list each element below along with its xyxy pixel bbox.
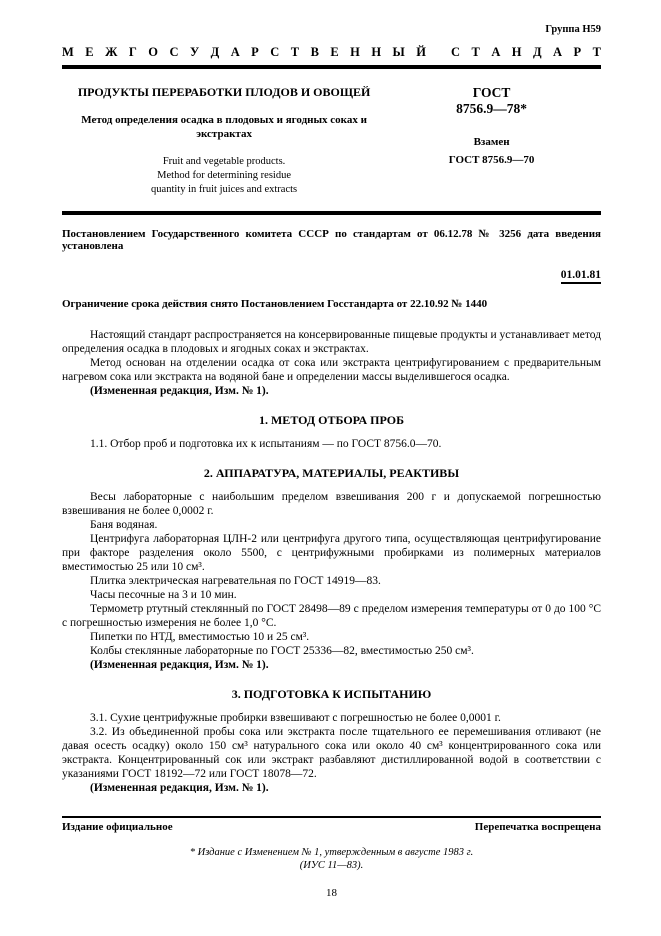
footer-row	[62, 818, 601, 833]
section-paragraph: 1.1. Отбор проб и подготовка их к испытаниям — по ГОСТ 8756.0—70.	[90, 438, 442, 451]
top-divider-rule	[62, 65, 601, 69]
section-paragraph: Весы лабораторные с наибольшим пределом взвешивания 200 г и допускаемой погрешностью взвешивания не более 0,0002 г.	[62, 491, 601, 518]
section-heading-3: 3. ПОДГОТОВКА К ИСПЫТАНИЮ	[231, 687, 432, 702]
effective-date-row	[62, 265, 601, 284]
reprint-prohibited-label: Перепечатка воспрещена	[474, 820, 601, 833]
document-title-en	[62, 155, 386, 198]
gost-designation: ГОСТ	[472, 85, 511, 100]
document-title-en-line: Fruit and vegetable products.	[162, 155, 286, 167]
section-paragraph: Центрифуга лабораторная ЦЛН-2 или центрифуга другого типа, осуществляющая центрифугирование при факторе разделения около 5500, с центрифужными пробирками из полимерных материалов вместимостью 25 или 10 см³.	[62, 533, 601, 574]
amended-note: (Измененная редакция, Изм. № 1).	[90, 659, 269, 672]
section-paragraph: 3.2. Из объединенной пробы сока или экстракта после тщательного ее перемешивания отливают (не давая осесть осадку) около 150 см³ натурального сока или около 40 см³ концентрированного сока или экстракта. Концентрированный сок или экстракт разбавляют дистиллированной водой в соответствии с указаниями ГОСТ 18192—72 или ГОСТ 18078—72.	[62, 726, 601, 781]
document-body	[62, 328, 601, 795]
document-subtitle-ru: Метод определения осадка в плодовых и ягодных соках и экстрактах	[81, 114, 367, 141]
replaces-block	[396, 134, 587, 169]
intro-paragraph: Метод основан на отделении осадка от сока или экстракта центрифугированием с предварительным нагревом сока или экстракта на водяной бане и определении массы выделившегося осадка.	[62, 357, 601, 384]
section-paragraph: Часы песочные на 3 и 10 мин.	[90, 589, 237, 602]
validity-note: Ограничение срока действия снято Постановлением Госстандарта от 22.10.92 № 1440	[62, 298, 488, 311]
section-paragraph: Плитка электрическая нагревательная по ГОСТ 14919—83.	[90, 575, 381, 588]
amended-note: (Измененная редакция, Изм. № 1).	[90, 782, 269, 795]
section-heading-1: 1. МЕТОД ОТБОРА ПРОБ	[258, 413, 404, 428]
group-label: Группа Н59	[545, 24, 601, 35]
section-paragraph: Колбы стеклянные лабораторные по ГОСТ 25336—82, вместимостью 250 см³.	[90, 645, 474, 658]
edition-footnote	[62, 846, 601, 873]
gost-number: 8756.9—78*	[456, 100, 528, 116]
page-footer	[62, 816, 601, 899]
decree-statement: Постановлением Государственного комитета СССР по стандартам от 06.12.78 № 3256 дата введения установлена	[62, 228, 601, 253]
official-edition-label: Издание официальное	[62, 820, 173, 833]
standard-type-title: М Е Ж Г О С У Д А Р С Т В Е Н Н Ы Й С Т А Н Д А Р Т	[62, 45, 601, 59]
document-title-en-line: Method for determining residue	[157, 169, 291, 181]
edition-footnote-line: * Издание с Изменением № 1, утвержденным в августе 1983 г.	[189, 846, 474, 858]
amended-note: (Измененная редакция, Изм. № 1).	[90, 385, 269, 398]
effective-date: 01.01.81	[561, 269, 601, 284]
title-block	[62, 85, 601, 197]
replaces-number: ГОСТ 8756.9—70	[448, 153, 535, 166]
page-number: 18	[326, 886, 337, 899]
section-heading-2: 2. АППАРАТУРА, МАТЕРИАЛЫ, РЕАКТИВЫ	[203, 466, 460, 481]
section-paragraph: 3.1. Сухие центрифужные пробирки взвешивают с погрешностью не более 0,0001 г.	[90, 712, 501, 725]
title-block-right	[396, 85, 601, 197]
document-title-ru: ПРОДУКТЫ ПЕРЕРАБОТКИ ПЛОДОВ И ОВОЩЕЙ	[77, 85, 371, 99]
title-block-left	[62, 85, 396, 197]
section-paragraph: Пипетки по НТД, вместимостью 10 и 25 см³.	[90, 631, 310, 644]
section-paragraph: Баня водяная.	[90, 519, 158, 532]
decree-divider-rule	[62, 211, 601, 215]
document-title-en-line: quantity in fruit juices and extracts	[151, 183, 298, 195]
replaces-label: Взамен	[473, 136, 510, 149]
edition-footnote-line: (ИУС 11—83).	[299, 860, 364, 872]
section-paragraph: Термометр ртутный стеклянный по ГОСТ 28498—89 с пределом измерения температуры от 0 до 100 °С с погрешностью измерения не более 1,0 °С.	[62, 603, 601, 630]
intro-paragraph: Настоящий стандарт распространяется на консервированные пищевые продукты и устанавливает метод определения осадка в плодовых и ягодных соках и экстрактах.	[62, 329, 601, 356]
